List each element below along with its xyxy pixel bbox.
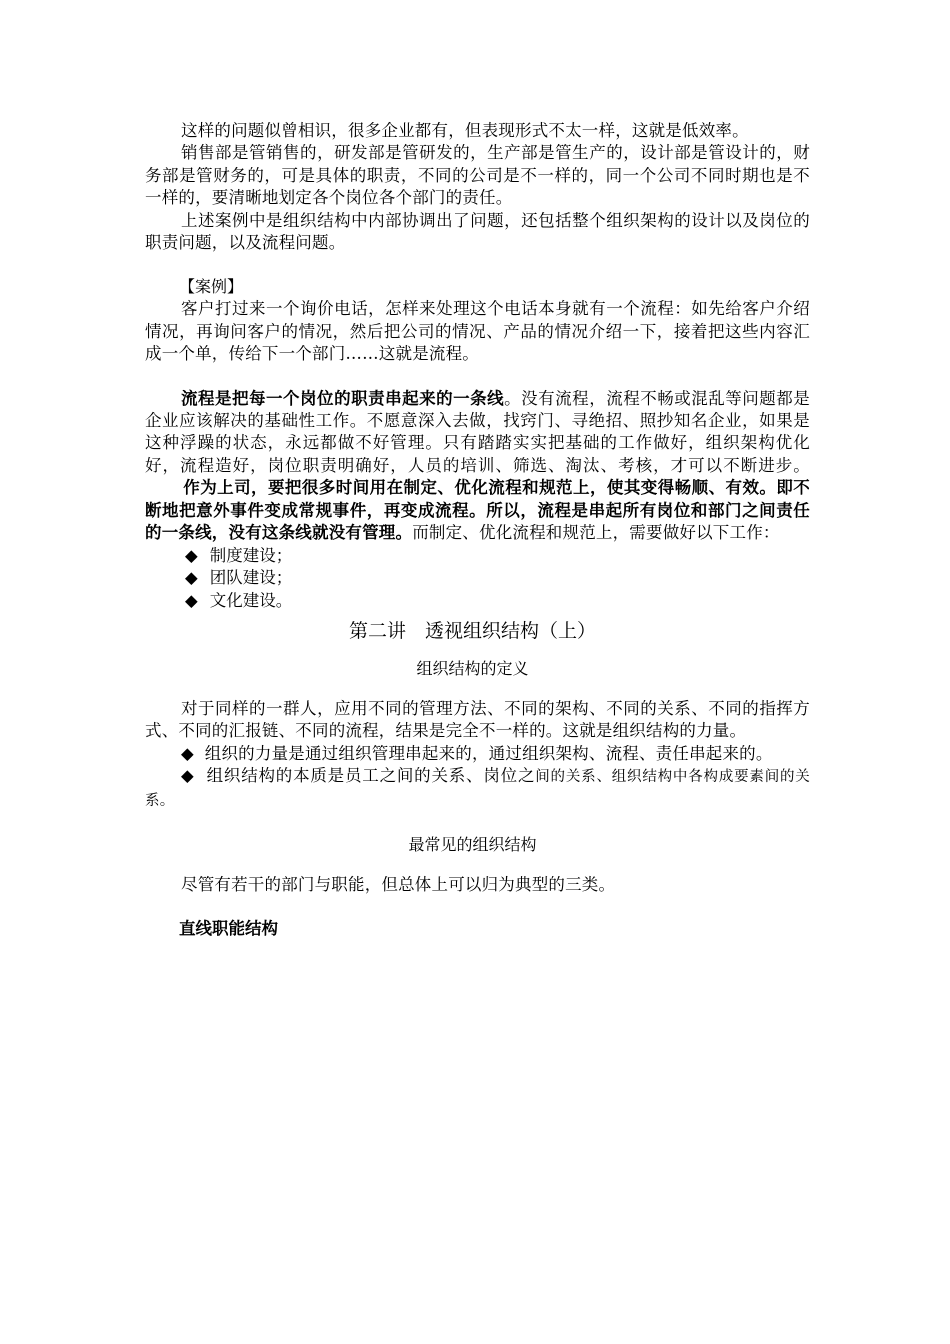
intro-paragraph-1: 这样的问题似曾相识，很多企业都有，但表现形式不太一样，这就是低效率。	[181, 121, 749, 140]
process-text-2: 而制定、优化流程和规范上，需要做好以下工作：	[412, 523, 780, 543]
bullet-item	[145, 545, 810, 568]
process-bold-2: 作为上司，要把很多时间用在制定、优化流程和规范上，使其变得畅顺、有效。即不断地把意外事件变成常规事件，再变成流程。所以，流程是串起所有岗位和部门之间责任的一条线，没有这条线就没有管理。	[145, 478, 810, 543]
process-text-1: 。没有流程，流程不畅或混乱等问题都是企业应该解决的基础性工作。不愿意深入去做，找窍门、寻绝招、照抄知名企业，如果是这种浮躁的状态，永远都做不好管理。只有踏踏实实把基础的工作做好，组织架构优化好，流程造好，岗位职责明确好，人员的培训、筛选、淘汰、考核，才可以不断进步。	[145, 388, 810, 475]
spacer	[145, 856, 810, 874]
definition-paragraph: 对于同样的一群人，应用不同的管理方法、不同的架构、不同的关系、不同的指挥方式、不同的汇报链、不同的流程，结果是完全不一样的。这就是组织结构的力量。	[145, 699, 810, 741]
definition-point-1	[145, 743, 810, 765]
bullet-item	[145, 567, 810, 590]
bullet-text: 制度建设；	[209, 545, 293, 565]
definition-point-2-text-b: 间的关系、组织结构中各构成要素间的关系。	[145, 769, 811, 809]
spacer	[145, 896, 810, 918]
diamond-bullet-icon: ◆	[185, 545, 198, 565]
section-title: 直线职能结构	[179, 919, 278, 939]
definition-point-1-text: 组织的力量是通过组织管理串起来的，通过组织架构、流程、责任串起来的。	[204, 743, 773, 763]
case-label: 【案例】	[179, 277, 244, 297]
intro-paragraph-3: 上述案例中是组织结构中内部协调出了问题，还包括整个组织架构的设计以及岗位的职责问题，以及流程问题。	[145, 210, 810, 253]
process-lead-bold: 流程是把每一个岗位的职责串起来的一条线	[181, 388, 505, 408]
case-paragraph: 客户打过来一个询价电话，怎样来处理这个电话本身就有一个流程：如先给客户介绍情况，再询问客户的情况，然后把公司的情况、产品的情况介绍一下，接着把这些内容汇成一个单，传给下一个部门……这就是流程。	[145, 299, 810, 364]
diamond-bullet-icon: ◆	[185, 568, 198, 587]
document-page	[145, 120, 810, 940]
spacer	[145, 646, 810, 658]
intro-paragraph-2: 销售部是管销售的，研发部是管研发的，生产部是管生产的，设计部是管设计的，财务部是管财务的，可是具体的职责，不同的公司是不一样的，同一个公司不同时期也是不一样的，要清晰地划定各个岗位各个部门的责任。	[145, 143, 810, 208]
diamond-bullet-icon: ◆	[181, 743, 194, 763]
process-paragraph	[145, 388, 810, 545]
definition-heading: 组织结构的定义	[416, 659, 529, 678]
common-structures-paragraph: 尽管有若干的部门与职能，但总体上可以归为典型的三类。	[181, 875, 616, 895]
spacer	[145, 680, 810, 698]
spacer	[145, 812, 810, 834]
definition-point-2	[145, 765, 810, 812]
diamond-bullet-icon: ◆	[181, 766, 195, 786]
bullet-text: 团队建设；	[209, 568, 293, 587]
bullet-item	[145, 590, 810, 613]
diamond-bullet-icon: ◆	[185, 590, 198, 610]
definition-point-2-text-a: 组织结构的本质是员工之间的关系、岗位之	[206, 766, 536, 786]
bullet-text: 文化建设。	[209, 590, 293, 610]
common-structures-heading: 最常见的组织结构	[408, 835, 537, 855]
lecture-title: 第二讲 透视组织结构（上）	[348, 620, 596, 642]
spacer	[145, 366, 810, 388]
